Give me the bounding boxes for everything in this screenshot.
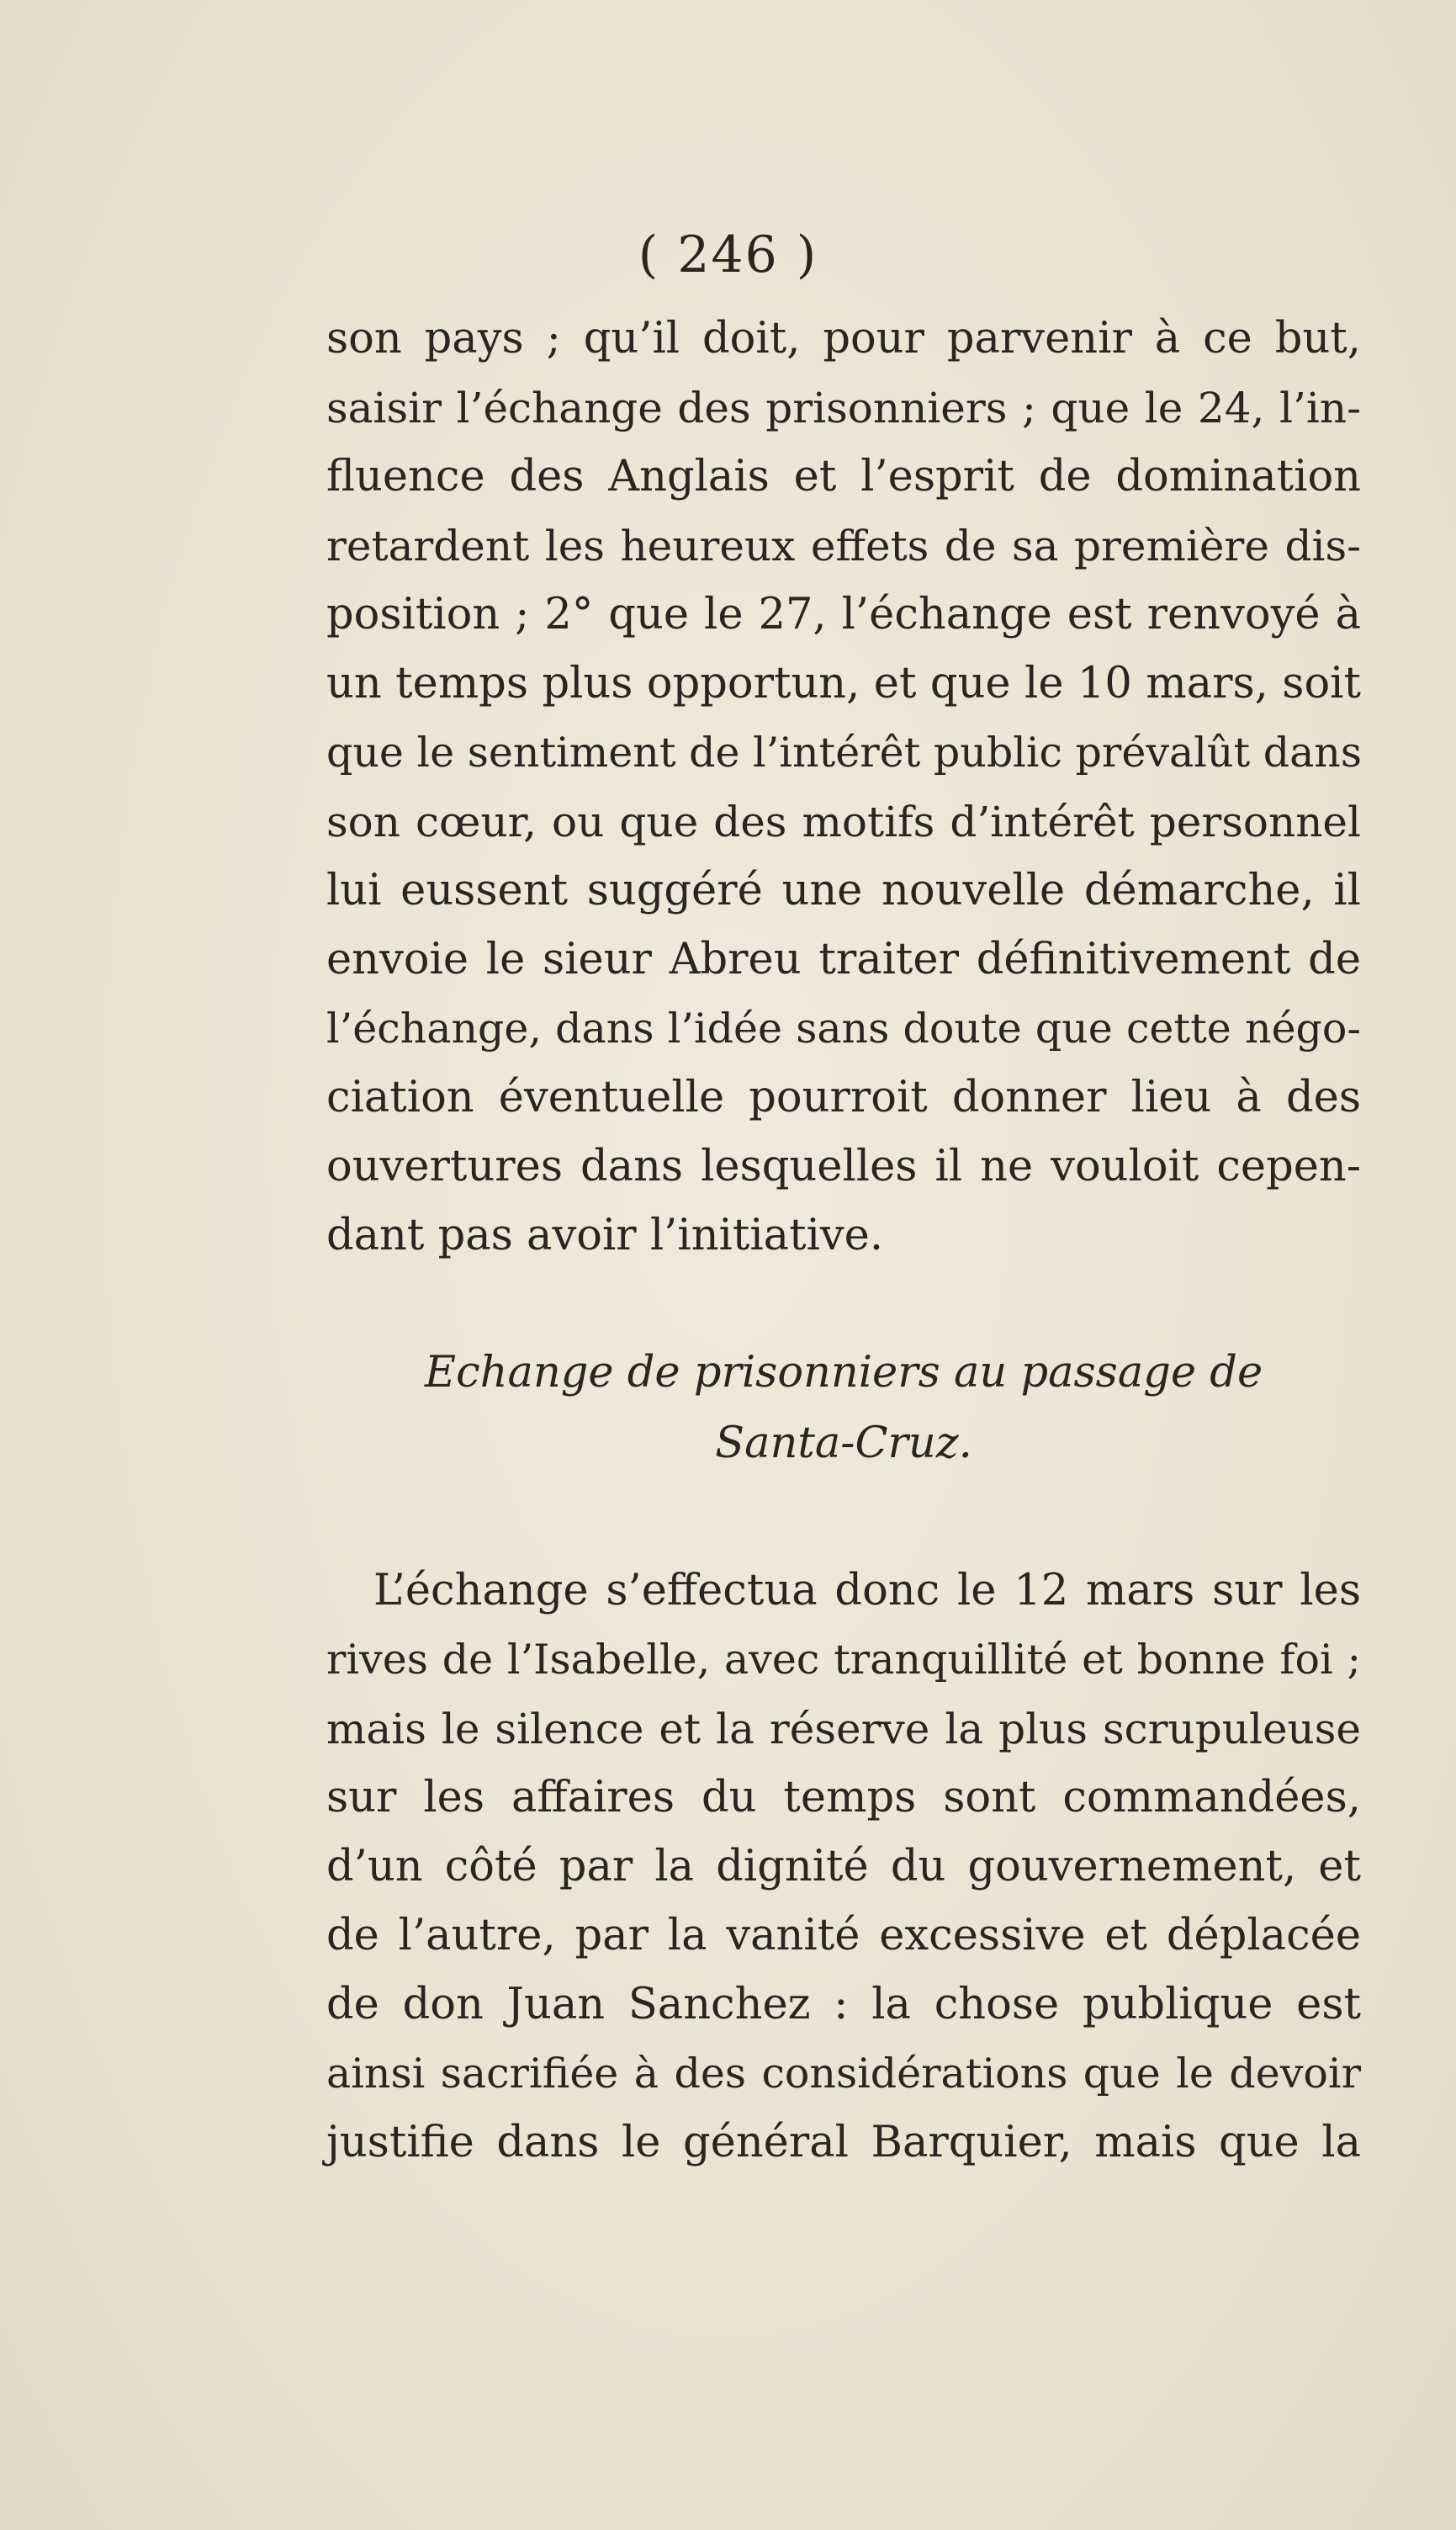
text-line: L’échange s’effectua donc le 12 mars sur les [373,1566,1361,1615]
text-line: lui eussent suggéré une nouvelle démarche, il [326,866,1361,915]
text-line: rives de l’Isabelle, avec tranquillité et bonne foi ; [326,1636,1361,1684]
text-line: de don Juan Sanchez : la chose publique est [326,1980,1361,2029]
text-line: fluence des Anglais et l’esprit de domination [326,452,1361,501]
text-line: dant pas avoir l’initiative. [326,1211,884,1260]
text-line: un temps plus opportun, et que le 10 mars, soit [326,659,1361,708]
text-line: l’échange, dans l’idée sans doute que cette négo- [326,1005,1361,1053]
text-line: que le sentiment de l’intérêt public prévalût dans [326,729,1363,777]
text-line: saisir l’échange des prisonniers ; que le 24, l’in- [326,384,1361,432]
heading-line: Santa-Cruz. [715,1419,972,1468]
text-line: ainsi sacrifiée à des considérations que le devoir [326,2050,1361,2098]
text-line: position ; 2° que le 27, l’échange est renvoyé à [326,590,1361,639]
text-line: son pays ; qu’il doit, pour parvenir à ce but, [326,314,1361,363]
text-line: ciation éventuelle pourroit donner lieu à des [326,1073,1361,1122]
paragraph-2 [326,1557,1361,2177]
text-line: justifie dans le général Barquier, mais que la [326,2118,1361,2167]
paragraph-1 [326,305,1361,1270]
text-line: sur les affaires du temps sont commandées, [326,1773,1361,1822]
text-line: d’un côté par la dignité du gouvernement, et [326,1842,1361,1891]
heading-line: Echange de prisonniers au passage de [424,1348,1263,1398]
text-line: son cœur, ou que des motifs d’intérêt personnel [326,798,1361,846]
text-line: ouvertures dans lesquelles il ne vouloit cepen- [326,1142,1361,1191]
page-number: ( 246 ) [638,225,818,284]
text-line: retardent les heureux effets de sa première dis- [326,522,1361,570]
text-line: mais le silence et la réserve la plus scrupuleuse [326,1705,1361,1753]
text-line: de l’autre, par la vanité excessive et déplacée [326,1911,1361,1960]
section-heading [326,1338,1361,1479]
text-line: envoie le sieur Abreu traiter définitivement de [326,935,1361,984]
